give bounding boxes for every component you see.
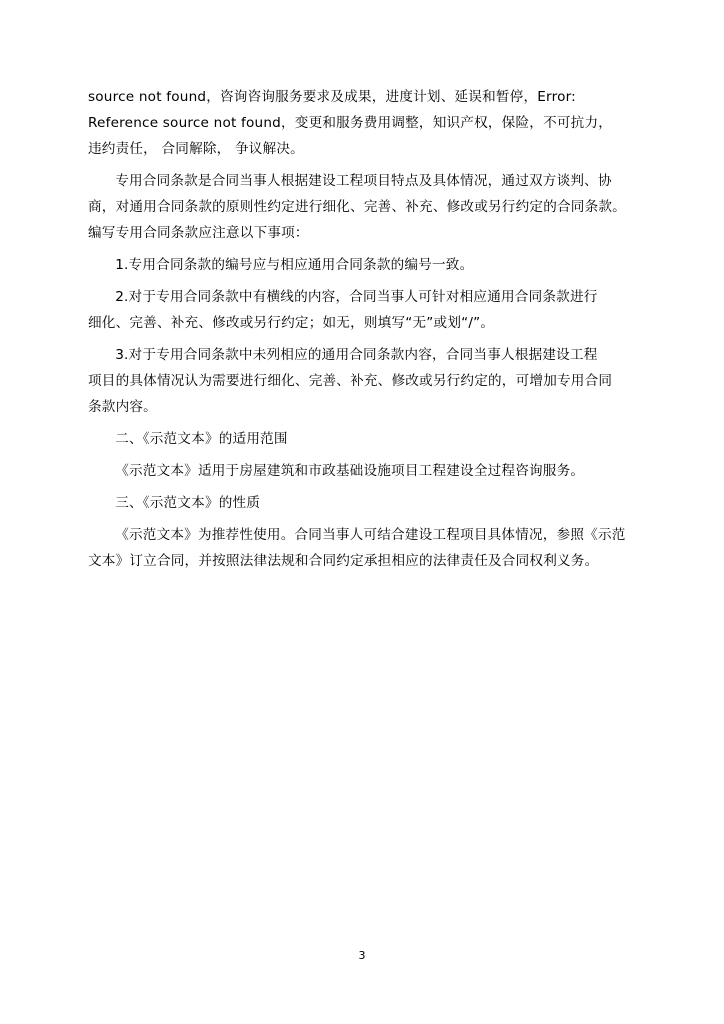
text-line: 条款内容。 <box>88 399 157 415</box>
text-line: 《示范文本》为推荐性使用。合同当事人可结合建设工程项目具体情况，参照《示范 <box>115 527 626 543</box>
text-line: 细化、完善、补充、修改或另行约定；如无，则填写“无”或划“/”。 <box>88 315 495 331</box>
text-line: 1.专用合同条款的编号应与相应通用合同条款的编号一致。 <box>115 257 474 273</box>
text-line: 文本》订立合同，并按照法律法规和合同约定承担相应的法律责任及合同权利义务。 <box>88 553 599 569</box>
text-line: 编写专用合同条款应注意以下事项： <box>88 225 309 241</box>
paragraph-special-clauses-definition <box>88 168 640 246</box>
section-heading: 二、《示范文本》的适用范围 <box>115 431 288 447</box>
paragraph-nature <box>88 522 640 574</box>
text-line: 专用合同条款是合同当事人根据建设工程项目特点及具体情况，通过双方谈判、协 <box>115 173 612 189</box>
page-number: 3 <box>358 949 366 962</box>
section-heading-nature <box>88 490 640 516</box>
section-heading-scope <box>88 426 640 452</box>
text-line: 违约责任， 合同解除， 争议解决。 <box>88 141 304 157</box>
paragraph-note-2 <box>88 284 640 336</box>
paragraph-note-1 <box>88 252 640 278</box>
section-heading: 三、《示范文本》的性质 <box>115 495 261 511</box>
text-line: 《示范文本》适用于房屋建筑和市政基础设施项目工程建设全过程咨询服务。 <box>115 463 585 479</box>
paragraph-scope <box>88 458 640 484</box>
text-line: 商，对通用合同条款的原则性约定进行细化、完善、补充、修改或另行约定的合同条款。 <box>88 199 626 215</box>
text-line: source not found，咨询咨询服务要求及成果，进度计划、延误和暂停，Error: <box>88 89 576 105</box>
text-line: 项目的具体情况认为需要进行细化、完善、补充、修改或另行约定的，可增加专用合同 <box>88 373 613 389</box>
paragraph-clause-list <box>88 84 640 162</box>
text-line: 2.对于专用合同条款中有横线的内容，合同当事人可针对相应通用合同条款进行 <box>115 289 598 305</box>
text-line: 3.对于专用合同条款中未列相应的通用合同条款内容，合同当事人根据建设工程 <box>115 347 598 363</box>
paragraph-note-3 <box>88 342 640 420</box>
text-line: Reference source not found，变更和服务费用调整，知识产权，保险，不可抗力， <box>88 115 613 131</box>
document-body <box>88 84 640 580</box>
